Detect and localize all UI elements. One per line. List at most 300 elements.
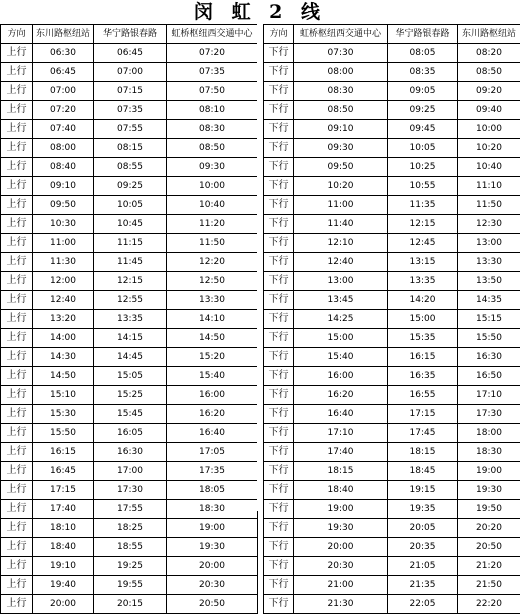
time-cell: 07:35 bbox=[167, 63, 258, 82]
table-row bbox=[264, 44, 520, 63]
time-cell: 11:15 bbox=[94, 234, 167, 253]
direction-cell: 上行 bbox=[1, 481, 33, 500]
table-row bbox=[264, 367, 520, 386]
table-row bbox=[264, 538, 520, 557]
page-title: 闵 虹 2 线 bbox=[0, 0, 520, 24]
header-stop: 东川路枢纽站 bbox=[458, 25, 520, 44]
header-direction: 方向 bbox=[1, 25, 33, 44]
time-cell: 17:00 bbox=[94, 462, 167, 481]
time-cell: 11:40 bbox=[294, 215, 388, 234]
direction-cell: 下行 bbox=[264, 367, 294, 386]
time-cell: 13:50 bbox=[458, 272, 520, 291]
time-cell: 19:30 bbox=[294, 519, 388, 538]
direction-cell: 上行 bbox=[1, 405, 33, 424]
time-cell: 14:15 bbox=[94, 329, 167, 348]
direction-cell: 下行 bbox=[264, 519, 294, 538]
time-cell: 14:20 bbox=[388, 291, 458, 310]
direction-cell: 下行 bbox=[264, 253, 294, 272]
direction-cell: 下行 bbox=[264, 443, 294, 462]
time-cell: 09:30 bbox=[294, 139, 388, 158]
table-row bbox=[264, 386, 520, 405]
direction-cell: 下行 bbox=[264, 386, 294, 405]
table-row bbox=[1, 120, 258, 139]
direction-cell: 上行 bbox=[1, 44, 33, 63]
direction-cell: 下行 bbox=[264, 272, 294, 291]
table-row bbox=[1, 310, 258, 329]
direction-cell: 下行 bbox=[264, 234, 294, 253]
time-cell: 20:50 bbox=[458, 538, 520, 557]
time-cell: 19:00 bbox=[167, 519, 258, 538]
table-row bbox=[264, 424, 520, 443]
table-row bbox=[1, 367, 258, 386]
time-cell: 15:15 bbox=[458, 310, 520, 329]
table-row bbox=[1, 424, 258, 443]
direction-cell: 下行 bbox=[264, 405, 294, 424]
time-cell: 18:10 bbox=[33, 519, 94, 538]
direction-cell: 下行 bbox=[264, 120, 294, 139]
time-cell: 18:45 bbox=[388, 462, 458, 481]
time-cell: 16:45 bbox=[33, 462, 94, 481]
direction-cell: 下行 bbox=[264, 462, 294, 481]
time-cell: 12:30 bbox=[458, 215, 520, 234]
direction-cell: 下行 bbox=[264, 101, 294, 120]
time-cell: 15:20 bbox=[167, 348, 258, 367]
time-cell: 17:40 bbox=[294, 443, 388, 462]
time-cell: 13:15 bbox=[388, 253, 458, 272]
time-cell: 11:00 bbox=[294, 196, 388, 215]
table-row bbox=[264, 310, 520, 329]
time-cell: 20:00 bbox=[167, 557, 258, 576]
time-cell: 21:00 bbox=[294, 576, 388, 595]
time-cell: 13:00 bbox=[294, 272, 388, 291]
time-cell: 19:30 bbox=[458, 481, 520, 500]
direction-cell: 下行 bbox=[264, 424, 294, 443]
time-cell: 20:30 bbox=[167, 576, 258, 595]
time-cell: 17:45 bbox=[388, 424, 458, 443]
time-cell: 21:50 bbox=[458, 576, 520, 595]
time-cell: 06:45 bbox=[33, 63, 94, 82]
time-cell: 12:15 bbox=[94, 272, 167, 291]
direction-cell: 上行 bbox=[1, 595, 33, 614]
time-cell: 08:30 bbox=[294, 82, 388, 101]
table-row bbox=[264, 443, 520, 462]
time-cell: 15:30 bbox=[33, 405, 94, 424]
table-row bbox=[1, 576, 258, 595]
time-cell: 09:25 bbox=[94, 177, 167, 196]
time-cell: 15:45 bbox=[94, 405, 167, 424]
time-cell: 19:25 bbox=[94, 557, 167, 576]
direction-cell: 上行 bbox=[1, 215, 33, 234]
table-row bbox=[1, 519, 258, 538]
direction-cell: 下行 bbox=[264, 481, 294, 500]
time-cell: 07:20 bbox=[167, 44, 258, 63]
time-cell: 21:20 bbox=[458, 557, 520, 576]
table-row bbox=[264, 272, 520, 291]
table-row bbox=[264, 101, 520, 120]
time-cell: 18:55 bbox=[94, 538, 167, 557]
table-row bbox=[1, 177, 258, 196]
time-cell: 07:20 bbox=[33, 101, 94, 120]
time-cell: 13:35 bbox=[94, 310, 167, 329]
time-cell: 18:40 bbox=[33, 538, 94, 557]
table-row bbox=[264, 120, 520, 139]
time-cell: 09:10 bbox=[33, 177, 94, 196]
time-cell: 16:05 bbox=[94, 424, 167, 443]
time-cell: 18:25 bbox=[94, 519, 167, 538]
time-cell: 16:20 bbox=[167, 405, 258, 424]
time-cell: 08:40 bbox=[33, 158, 94, 177]
direction-cell: 下行 bbox=[264, 177, 294, 196]
time-cell: 09:30 bbox=[167, 158, 258, 177]
time-cell: 10:40 bbox=[167, 196, 258, 215]
time-cell: 19:10 bbox=[33, 557, 94, 576]
time-cell: 12:20 bbox=[167, 253, 258, 272]
table-row bbox=[264, 481, 520, 500]
time-cell: 13:00 bbox=[458, 234, 520, 253]
time-cell: 18:05 bbox=[167, 481, 258, 500]
table-row bbox=[1, 253, 258, 272]
time-cell: 17:30 bbox=[458, 405, 520, 424]
time-cell: 09:05 bbox=[388, 82, 458, 101]
time-cell: 14:00 bbox=[33, 329, 94, 348]
time-cell: 08:10 bbox=[167, 101, 258, 120]
table-row bbox=[1, 481, 258, 500]
table-row bbox=[1, 101, 258, 120]
table-row bbox=[264, 291, 520, 310]
time-cell: 16:40 bbox=[294, 405, 388, 424]
table-row bbox=[264, 82, 520, 101]
time-cell: 10:25 bbox=[388, 158, 458, 177]
time-cell: 09:10 bbox=[294, 120, 388, 139]
time-cell: 10:20 bbox=[458, 139, 520, 158]
time-cell: 09:50 bbox=[33, 196, 94, 215]
direction-cell: 下行 bbox=[264, 139, 294, 158]
table-row bbox=[1, 500, 258, 519]
time-cell: 11:10 bbox=[458, 177, 520, 196]
table-row bbox=[264, 196, 520, 215]
time-cell: 08:30 bbox=[167, 120, 258, 139]
direction-cell: 上行 bbox=[1, 500, 33, 519]
time-cell: 15:00 bbox=[388, 310, 458, 329]
time-cell: 10:00 bbox=[458, 120, 520, 139]
table-row bbox=[1, 405, 258, 424]
direction-cell: 上行 bbox=[1, 386, 33, 405]
time-cell: 16:30 bbox=[94, 443, 167, 462]
table-row bbox=[264, 329, 520, 348]
time-cell: 10:05 bbox=[94, 196, 167, 215]
direction-cell: 上行 bbox=[1, 329, 33, 348]
time-cell: 19:00 bbox=[458, 462, 520, 481]
time-cell: 08:05 bbox=[388, 44, 458, 63]
table-row bbox=[264, 576, 520, 595]
direction-cell: 下行 bbox=[264, 348, 294, 367]
table-row bbox=[264, 234, 520, 253]
direction-cell: 下行 bbox=[264, 595, 294, 614]
time-cell: 09:50 bbox=[294, 158, 388, 177]
time-cell: 15:05 bbox=[94, 367, 167, 386]
direction-cell: 上行 bbox=[1, 139, 33, 158]
time-cell: 16:00 bbox=[167, 386, 258, 405]
time-cell: 19:35 bbox=[388, 500, 458, 519]
time-cell: 07:15 bbox=[94, 82, 167, 101]
time-cell: 09:45 bbox=[388, 120, 458, 139]
time-cell: 19:50 bbox=[458, 500, 520, 519]
time-cell: 18:40 bbox=[294, 481, 388, 500]
time-cell: 19:15 bbox=[388, 481, 458, 500]
time-cell: 10:20 bbox=[294, 177, 388, 196]
direction-cell: 上行 bbox=[1, 310, 33, 329]
direction-cell: 上行 bbox=[1, 291, 33, 310]
table-row bbox=[264, 348, 520, 367]
time-cell: 17:10 bbox=[294, 424, 388, 443]
time-cell: 13:35 bbox=[388, 272, 458, 291]
time-cell: 17:40 bbox=[33, 500, 94, 519]
time-cell: 22:20 bbox=[458, 595, 520, 614]
direction-cell: 下行 bbox=[264, 158, 294, 177]
time-cell: 14:25 bbox=[294, 310, 388, 329]
direction-cell: 上行 bbox=[1, 443, 33, 462]
time-cell: 16:40 bbox=[167, 424, 258, 443]
direction-cell: 上行 bbox=[1, 120, 33, 139]
table-row bbox=[1, 82, 258, 101]
table-row bbox=[1, 139, 258, 158]
time-cell: 12:40 bbox=[294, 253, 388, 272]
table-row bbox=[264, 595, 520, 614]
time-cell: 16:20 bbox=[294, 386, 388, 405]
direction-cell: 上行 bbox=[1, 557, 33, 576]
direction-cell: 下行 bbox=[264, 44, 294, 63]
table-row bbox=[264, 215, 520, 234]
table-row bbox=[1, 272, 258, 291]
time-cell: 09:25 bbox=[388, 101, 458, 120]
direction-cell: 下行 bbox=[264, 215, 294, 234]
direction-cell: 上行 bbox=[1, 177, 33, 196]
direction-cell: 上行 bbox=[1, 234, 33, 253]
direction-cell: 上行 bbox=[1, 82, 33, 101]
direction-cell: 上行 bbox=[1, 253, 33, 272]
time-cell: 17:15 bbox=[388, 405, 458, 424]
time-cell: 08:00 bbox=[33, 139, 94, 158]
time-cell: 09:20 bbox=[458, 82, 520, 101]
time-cell: 11:30 bbox=[33, 253, 94, 272]
time-cell: 08:50 bbox=[167, 139, 258, 158]
table-header-row bbox=[264, 25, 520, 44]
time-cell: 15:40 bbox=[294, 348, 388, 367]
time-cell: 16:55 bbox=[388, 386, 458, 405]
time-cell: 14:35 bbox=[458, 291, 520, 310]
time-cell: 07:35 bbox=[94, 101, 167, 120]
time-cell: 17:15 bbox=[33, 481, 94, 500]
direction-cell: 上行 bbox=[1, 424, 33, 443]
table-row bbox=[1, 538, 258, 557]
table-row bbox=[1, 595, 258, 614]
time-cell: 15:50 bbox=[458, 329, 520, 348]
time-cell: 12:15 bbox=[388, 215, 458, 234]
time-cell: 16:30 bbox=[458, 348, 520, 367]
header-stop: 虹桥枢纽西交通中心 bbox=[294, 25, 388, 44]
table-header-row bbox=[1, 25, 258, 44]
time-cell: 06:45 bbox=[94, 44, 167, 63]
direction-cell: 下行 bbox=[264, 538, 294, 557]
header-stop: 虹桥枢纽西交通中心 bbox=[167, 25, 258, 44]
time-cell: 07:55 bbox=[94, 120, 167, 139]
time-cell: 15:10 bbox=[33, 386, 94, 405]
time-cell: 10:55 bbox=[388, 177, 458, 196]
time-cell: 18:15 bbox=[388, 443, 458, 462]
time-cell: 11:50 bbox=[458, 196, 520, 215]
time-cell: 17:35 bbox=[167, 462, 258, 481]
time-cell: 14:50 bbox=[33, 367, 94, 386]
time-cell: 08:15 bbox=[94, 139, 167, 158]
time-cell: 18:15 bbox=[294, 462, 388, 481]
time-cell: 12:55 bbox=[94, 291, 167, 310]
direction-cell: 上行 bbox=[1, 158, 33, 177]
time-cell: 18:00 bbox=[458, 424, 520, 443]
time-cell: 18:30 bbox=[167, 500, 258, 519]
table-row bbox=[1, 196, 258, 215]
time-cell: 16:00 bbox=[294, 367, 388, 386]
direction-cell: 下行 bbox=[264, 576, 294, 595]
time-cell: 12:10 bbox=[294, 234, 388, 253]
time-cell: 20:20 bbox=[458, 519, 520, 538]
time-cell: 16:50 bbox=[458, 367, 520, 386]
time-cell: 10:05 bbox=[388, 139, 458, 158]
table-row bbox=[264, 557, 520, 576]
time-cell: 21:35 bbox=[388, 576, 458, 595]
downbound-timetable bbox=[263, 24, 520, 614]
direction-cell: 下行 bbox=[264, 63, 294, 82]
time-cell: 14:30 bbox=[33, 348, 94, 367]
time-cell: 14:45 bbox=[94, 348, 167, 367]
time-cell: 15:40 bbox=[167, 367, 258, 386]
time-cell: 20:05 bbox=[388, 519, 458, 538]
time-cell: 11:35 bbox=[388, 196, 458, 215]
time-cell: 08:00 bbox=[294, 63, 388, 82]
time-cell: 11:20 bbox=[167, 215, 258, 234]
time-cell: 16:35 bbox=[388, 367, 458, 386]
time-cell: 12:40 bbox=[33, 291, 94, 310]
table-row bbox=[1, 443, 258, 462]
time-cell: 13:30 bbox=[458, 253, 520, 272]
direction-cell: 下行 bbox=[264, 196, 294, 215]
time-cell: 19:30 bbox=[167, 538, 258, 557]
time-cell: 17:30 bbox=[94, 481, 167, 500]
table-row bbox=[264, 139, 520, 158]
time-cell: 08:20 bbox=[458, 44, 520, 63]
table-row bbox=[264, 519, 520, 538]
direction-cell: 下行 bbox=[264, 329, 294, 348]
time-cell: 10:45 bbox=[94, 215, 167, 234]
table-row bbox=[1, 158, 258, 177]
direction-cell: 下行 bbox=[264, 82, 294, 101]
time-cell: 10:40 bbox=[458, 158, 520, 177]
time-cell: 14:50 bbox=[167, 329, 258, 348]
time-cell: 15:00 bbox=[294, 329, 388, 348]
direction-cell: 上行 bbox=[1, 538, 33, 557]
time-cell: 07:00 bbox=[94, 63, 167, 82]
header-stop: 华宁路银春路 bbox=[388, 25, 458, 44]
direction-cell: 上行 bbox=[1, 272, 33, 291]
time-cell: 20:15 bbox=[94, 595, 167, 614]
time-cell: 15:25 bbox=[94, 386, 167, 405]
direction-cell: 下行 bbox=[264, 557, 294, 576]
header-stop: 东川路枢纽站 bbox=[33, 25, 94, 44]
time-cell: 13:45 bbox=[294, 291, 388, 310]
time-cell: 21:05 bbox=[388, 557, 458, 576]
direction-cell: 下行 bbox=[264, 310, 294, 329]
time-cell: 08:50 bbox=[294, 101, 388, 120]
direction-cell: 上行 bbox=[1, 576, 33, 595]
table-row bbox=[1, 386, 258, 405]
time-cell: 10:30 bbox=[33, 215, 94, 234]
table-row bbox=[264, 158, 520, 177]
table-row bbox=[1, 234, 258, 253]
table-row bbox=[1, 215, 258, 234]
time-cell: 17:10 bbox=[458, 386, 520, 405]
upbound-timetable bbox=[0, 24, 258, 614]
time-cell: 12:00 bbox=[33, 272, 94, 291]
table-row bbox=[1, 291, 258, 310]
time-cell: 07:40 bbox=[33, 120, 94, 139]
time-cell: 09:40 bbox=[458, 101, 520, 120]
time-cell: 07:50 bbox=[167, 82, 258, 101]
direction-cell: 下行 bbox=[264, 500, 294, 519]
table-row bbox=[1, 557, 258, 576]
header-direction: 方向 bbox=[264, 25, 294, 44]
time-cell: 20:00 bbox=[33, 595, 94, 614]
time-cell: 16:15 bbox=[33, 443, 94, 462]
table-row bbox=[264, 177, 520, 196]
time-cell: 20:30 bbox=[294, 557, 388, 576]
direction-cell: 上行 bbox=[1, 196, 33, 215]
time-cell: 08:50 bbox=[458, 63, 520, 82]
time-cell: 14:10 bbox=[167, 310, 258, 329]
table-row bbox=[264, 500, 520, 519]
time-cell: 22:05 bbox=[388, 595, 458, 614]
time-cell: 21:30 bbox=[294, 595, 388, 614]
time-cell: 19:55 bbox=[94, 576, 167, 595]
time-cell: 11:50 bbox=[167, 234, 258, 253]
time-cell: 15:35 bbox=[388, 329, 458, 348]
time-cell: 11:45 bbox=[94, 253, 167, 272]
table-row bbox=[1, 329, 258, 348]
direction-cell: 上行 bbox=[1, 462, 33, 481]
time-cell: 20:50 bbox=[167, 595, 258, 614]
time-cell: 16:15 bbox=[388, 348, 458, 367]
table-row bbox=[1, 63, 258, 82]
table-row bbox=[264, 462, 520, 481]
time-cell: 11:00 bbox=[33, 234, 94, 253]
table-row bbox=[264, 63, 520, 82]
direction-cell: 下行 bbox=[264, 291, 294, 310]
time-cell: 20:00 bbox=[294, 538, 388, 557]
table-row bbox=[1, 462, 258, 481]
time-cell: 07:30 bbox=[294, 44, 388, 63]
time-cell: 19:00 bbox=[294, 500, 388, 519]
table-row bbox=[1, 348, 258, 367]
time-cell: 12:50 bbox=[167, 272, 258, 291]
time-cell: 18:30 bbox=[458, 443, 520, 462]
time-cell: 17:55 bbox=[94, 500, 167, 519]
direction-cell: 上行 bbox=[1, 63, 33, 82]
table-row bbox=[264, 253, 520, 272]
table-row bbox=[264, 405, 520, 424]
time-cell: 08:35 bbox=[388, 63, 458, 82]
time-cell: 06:30 bbox=[33, 44, 94, 63]
direction-cell: 上行 bbox=[1, 367, 33, 386]
time-cell: 13:20 bbox=[33, 310, 94, 329]
time-cell: 08:55 bbox=[94, 158, 167, 177]
